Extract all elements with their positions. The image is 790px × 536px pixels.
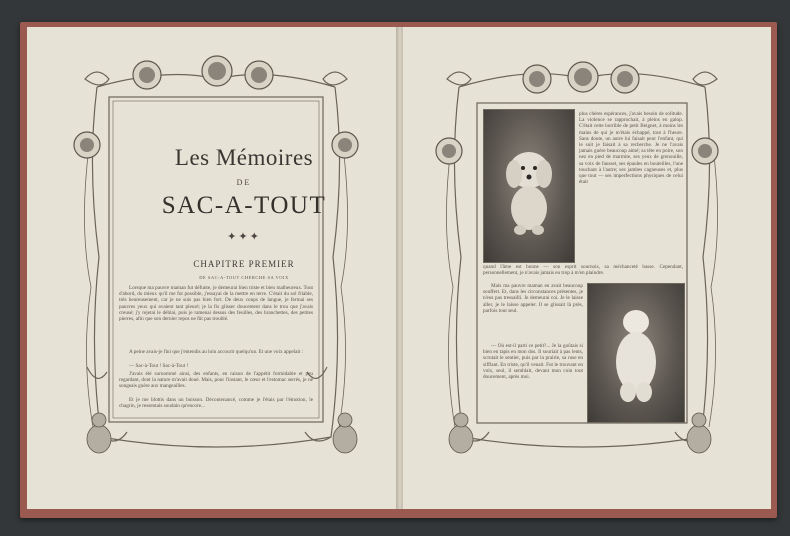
fluffy-dog-back-icon bbox=[588, 284, 684, 422]
fluffy-dog-sitting-icon bbox=[484, 110, 574, 262]
left-paragraph-1: Lorsque ma pauvre maman fut défunte, je demeurai bien triste et bien malheureux. Tout d'abord, du mieux qu'il me fut possible, j'essayai de la mettre en terre. C'était du sol friable, très heureusement, car je ne suis pas bien fort. De deux coups de langue, je fermai ses pauvres yeux qui avaient tant pleuré; je la fis glisser doucement dans le trou que j'avais creusé; j'y rejetai le déblai, puis je ramenai dessus des feuilles, des branchettes, des petites pierres, afin que son dernier repos ne fût pas troublé. bbox=[119, 285, 313, 323]
right-column-top-text: plus chères espérances, j'avais besoin de solitude. La violence se rapprochait, à pleins en galop. C'était cette horrible de petit Beignet, à moins les mains de qui je m'étais échappé, tout à l'heure. Sans doute, un autre lui faisait peur l'enfant, qui le suit je faisait à sa recherche. Je ne l'avais jamais guère beaucoup aimé; sa tête en poire, son nez en pied de marmite, ses yeux de grenouille, sa voix de fausset, ses épaules en bouteilles, l'une touchant à l'autre; ses jambes cagneuses et, plus que tout — ses imperfections physiques de celui était bbox=[579, 111, 683, 186]
book-title-les-memoires: Les Mémoires bbox=[174, 145, 314, 170]
right-page bbox=[402, 27, 771, 509]
chapter-heading: CHAPITRE PREMIER bbox=[193, 259, 295, 269]
left-page bbox=[27, 27, 398, 509]
title-ornament-stars: ✦✦✦ bbox=[227, 231, 261, 243]
left-paragraph-4: J'avais été surnommé ainsi, des enfants, en raison de l'appétit formidable et peu regardant, dont la nature m'avait doué. Mais, pour l'instant, le cœur et l'estomac serrés, je ne songeais guère aux mangeailles. bbox=[119, 371, 313, 390]
right-wide-text: quand l'âme est bonne — son esprit sournois, sa méchanceté basse. Cependant, personnellement, je n'avais jamais eu trop à m'en plaindre. bbox=[483, 264, 683, 277]
left-paragraph-3: — Sac-à-Tout ! Sac-à-Tout ! bbox=[129, 363, 189, 369]
book-title-sac-a-tout: SAC-A-TOUT bbox=[161, 192, 327, 219]
left-paragraph-2: A peine avais-je fini que j'entendis au loin accourir quelqu'un. Et une voix appelait : bbox=[129, 349, 304, 355]
book-title-de: DE bbox=[236, 178, 252, 187]
dog-photo-bottom bbox=[587, 283, 685, 423]
chapter-subheading: DE SAC-A-TOUT CHERCHE SA VOIX bbox=[199, 275, 289, 280]
right-column-bottom-text: — Où est-il parti ce petit?... Je la goûtais si bien en tapis en mon dos. Il souriait à pas lents, scrutait le sentier, puis par la prairie, sa ruse en sifflant. En triste, qu'il venait. Fut le trouvant en voix, seul, il semblait, devant mon coin tout doucement, après moi. bbox=[483, 343, 583, 381]
dog-photo-top bbox=[483, 109, 575, 263]
left-paragraph-5: Et je me blottis dans un buisson. Décontenancé, comme je l'étais par l'émotion, le chagrin, je ressentais soudain qu'encore... bbox=[119, 397, 313, 410]
right-column-mid-text: Mais ma pauvre maman en avait beaucoup souffert. Et, dans les circonstances présentes, je n'eus pas tressailli. Je demeurai coi. Je le laisse aller, je le laisse appeler. Il se glissait là près, parfois tout seul. bbox=[483, 283, 583, 314]
